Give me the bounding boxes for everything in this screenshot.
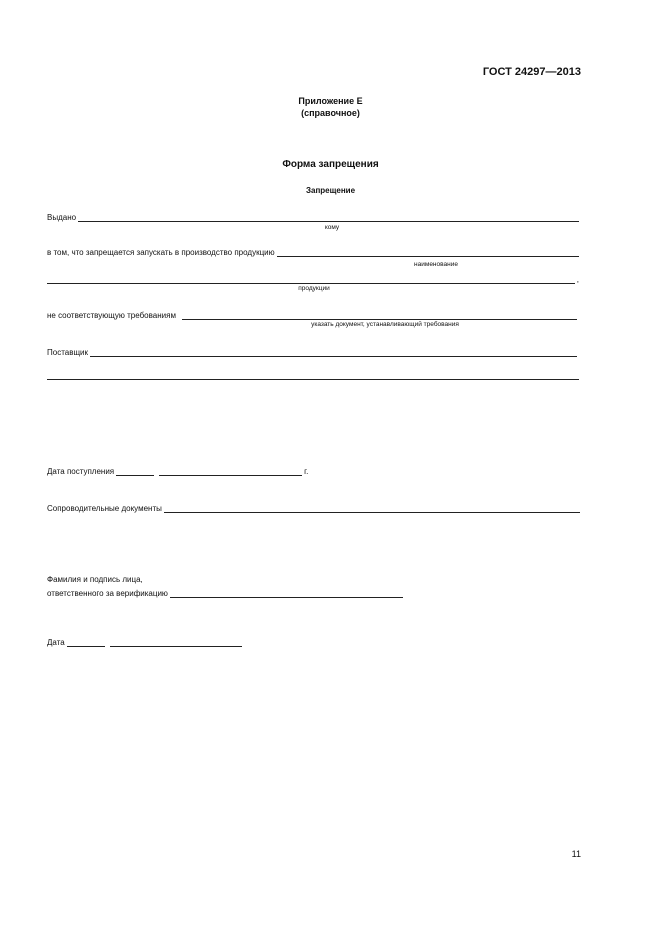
arrival-year-suffix: г. — [304, 467, 309, 476]
arrival-month-year-field[interactable] — [159, 467, 302, 476]
supplier-label: Поставщик — [47, 348, 89, 357]
forbid-row — [47, 246, 579, 257]
issued-field[interactable] — [78, 213, 579, 222]
page-number: 11 — [571, 849, 581, 859]
product-row — [47, 273, 579, 284]
supplier-extra-field[interactable] — [47, 371, 579, 380]
arrival-day-field[interactable] — [116, 467, 154, 476]
supplier-field[interactable] — [90, 348, 577, 357]
noncompliant-row — [47, 309, 577, 320]
forbid-label: в том, что запрещается запускать в производство продукцию — [47, 248, 275, 257]
responsible-row — [47, 587, 403, 598]
responsible-signature-field[interactable] — [170, 589, 403, 598]
responsible-label: ответственного за верификацию — [47, 589, 168, 598]
documents-row — [47, 502, 580, 513]
date-row — [47, 636, 242, 647]
noncompliant-label: не соответствующую требованиям — [47, 311, 176, 320]
form-subtitle: Запрещение — [305, 186, 356, 195]
issued-hint: кому — [324, 224, 340, 231]
product-continuation-field[interactable] — [47, 275, 575, 284]
documents-label: Сопроводительные документы — [47, 504, 162, 513]
responsible-line1: Фамилия и подпись лица, — [47, 575, 143, 584]
product-name-field[interactable] — [277, 248, 579, 257]
date-label: Дата — [47, 638, 65, 647]
arrival-label: Дата поступления — [47, 467, 115, 476]
standard-number: ГОСТ 24297—2013 — [482, 66, 581, 78]
supplier-extra-row — [47, 369, 579, 380]
documents-field[interactable] — [164, 504, 580, 513]
date-day-field[interactable] — [67, 638, 105, 647]
form-title: Форма запрещения — [282, 159, 379, 170]
issued-row — [47, 211, 579, 222]
product-hint: продукции — [298, 285, 330, 292]
product-comma: , — [576, 275, 579, 284]
forbid-hint: наименование — [414, 261, 458, 268]
appendix-title: Приложение Е — [298, 96, 363, 106]
supplier-row — [47, 346, 577, 357]
noncompliant-hint: указать документ, устанавливающий требования — [311, 321, 459, 328]
requirements-document-field[interactable] — [182, 311, 577, 320]
issued-label: Выдано — [47, 213, 77, 222]
arrival-row — [47, 465, 308, 476]
date-month-year-field[interactable] — [110, 638, 242, 647]
appendix-subtitle: (справочное) — [301, 108, 360, 118]
